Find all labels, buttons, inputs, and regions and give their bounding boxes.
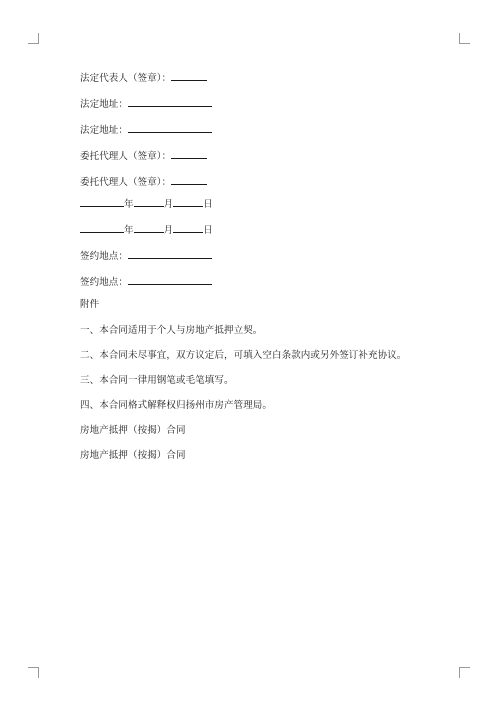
place-blank: [128, 274, 212, 285]
document-title-line: 房地产抵押（按揭）合同: [80, 425, 186, 436]
field-label: 法定代表人（签章）：: [80, 73, 172, 84]
appendix-heading: 附件: [80, 299, 100, 310]
signature-blank: [171, 148, 207, 159]
field-label: 签约地点：: [80, 251, 129, 262]
field-label: 法定地址：: [80, 125, 129, 136]
date-line: [80, 196, 213, 212]
appendix-clause-1: 一、本合同适用于个人与房地产抵押立契。: [80, 325, 263, 336]
signing-place-line: [80, 248, 212, 264]
month-label: 月: [163, 199, 174, 210]
year-label: 年: [124, 225, 134, 236]
place-blank: [128, 248, 212, 259]
year-blank: [80, 222, 124, 233]
legal-representative-line: [80, 70, 207, 86]
date-line: [80, 222, 213, 238]
day-label: 日: [203, 199, 213, 210]
agent-line: [80, 148, 207, 164]
crop-mark-bottom-right: [459, 667, 470, 678]
day-blank: [173, 196, 203, 207]
crop-mark-top-left: [28, 33, 39, 44]
signing-place-line: [80, 274, 212, 290]
month-blank: [134, 196, 164, 207]
signature-blank: [171, 70, 207, 81]
signature-blank: [171, 174, 207, 185]
crop-mark-top-right: [459, 33, 470, 44]
address-blank: [128, 96, 212, 107]
agent-line: [80, 174, 207, 190]
year-blank: [80, 196, 124, 207]
appendix-clause-3: 三、本合同一律用钢笔或毛笔填写。: [80, 375, 234, 386]
field-label: 法定地址：: [80, 99, 129, 110]
document-title-line: 房地产抵押（按揭）合同: [80, 450, 186, 461]
crop-mark-bottom-left: [28, 667, 39, 678]
appendix-clause-4: 四、本合同格式解释权归扬州市房产管理局。: [80, 400, 273, 411]
legal-address-line: [80, 96, 212, 112]
month-blank: [134, 222, 164, 233]
address-blank: [128, 122, 212, 133]
appendix-clause-2: 二、本合同未尽事宜，双方议定后，可填入空白条款内或另外签订补充协议。: [80, 350, 407, 361]
month-label: 月: [163, 225, 174, 236]
year-label: 年: [124, 199, 134, 210]
legal-address-line: [80, 122, 212, 138]
field-label: 委托代理人（签章）：: [80, 177, 172, 188]
day-label: 日: [203, 225, 213, 236]
day-blank: [173, 222, 203, 233]
field-label: 委托代理人（签章）：: [80, 151, 172, 162]
field-label: 签约地点：: [80, 277, 129, 288]
